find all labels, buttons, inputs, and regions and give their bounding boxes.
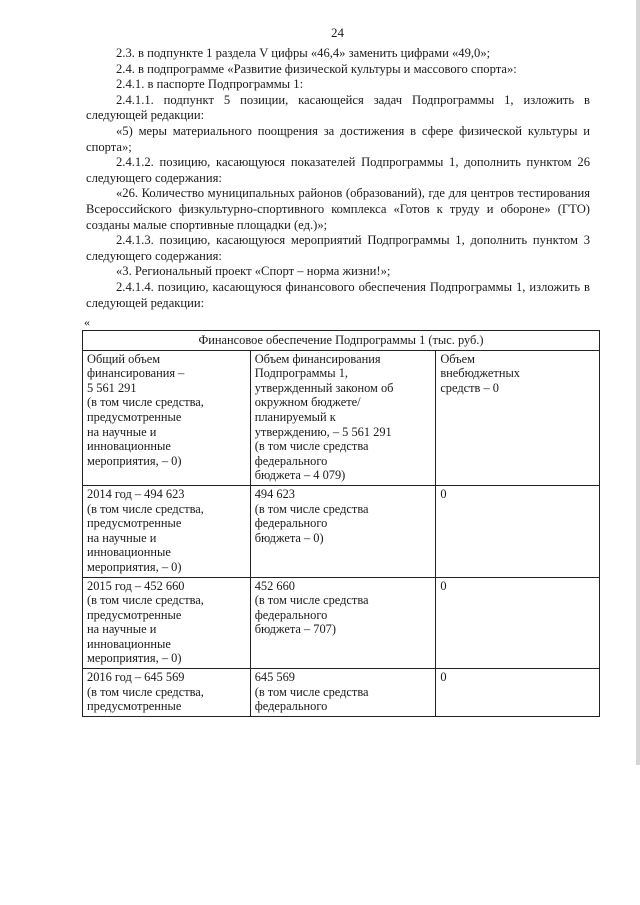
table-cell bbox=[83, 669, 251, 717]
cell-text-line: внебюджетных bbox=[440, 366, 520, 381]
cell-text-line: финансирования – bbox=[87, 366, 185, 381]
cell-text-line: мероприятия, – 0) bbox=[87, 651, 182, 666]
cell-text-line: 494 623 bbox=[254, 486, 295, 501]
cell-text-line: предусмотренные bbox=[87, 607, 182, 622]
page-number: 24 bbox=[331, 25, 344, 40]
blank-margin bbox=[0, 765, 640, 905]
paragraph: «3. Региональный проект «Спорт – норма жизни!»; bbox=[116, 264, 391, 279]
cell-text-line: (в том числе средства, bbox=[87, 395, 204, 410]
table-cell bbox=[83, 350, 251, 485]
cell-text-line: 2016 год – 645 569 bbox=[87, 670, 185, 685]
cell-text-line: 5 561 291 bbox=[87, 380, 137, 395]
cell-text-line: (в том числе средства bbox=[254, 501, 369, 516]
paragraph: 2.4.1. в паспорте Подпрограммы 1: bbox=[116, 77, 304, 92]
cell-text-line: на научные и bbox=[87, 622, 157, 637]
paragraph: 2.4.1.4. позицию, касающуюся финансового обеспечения Подпрограммы 1, изложить в следующей редакции: bbox=[86, 279, 590, 310]
cell-text-line: бюджета – 707) bbox=[254, 622, 337, 637]
cell-text-line: 645 569 bbox=[254, 670, 295, 685]
cell-text-line: инновационные bbox=[87, 545, 171, 560]
paragraph: «26. Количество муниципальных районов (образований), где для центров тестирования Всероссийского физкультурно-спортивного комплекса «Готов к труду и обороне» (ГТО) созданы малые спортивные площадки (ед.)»; bbox=[86, 186, 590, 232]
table-row bbox=[83, 669, 600, 717]
cell-text-line: окружном бюджете/ bbox=[254, 395, 361, 410]
cell-text-line: федерального bbox=[254, 516, 328, 531]
table-cell bbox=[436, 577, 600, 669]
cell-text-line: бюджета – 4 079) bbox=[254, 468, 346, 483]
cell-text-line: предусмотренные bbox=[87, 699, 182, 714]
table-cell bbox=[250, 669, 436, 717]
page-edge-shadow bbox=[636, 0, 640, 765]
cell-text-line: мероприятия, – 0) bbox=[87, 453, 182, 468]
cell-text-line: инновационные bbox=[87, 439, 171, 454]
cell-text-line: 2014 год – 494 623 bbox=[87, 486, 185, 501]
cell-text-line: бюджета – 0) bbox=[254, 530, 324, 545]
cell-text-line: Объем финансирования bbox=[254, 351, 381, 366]
cell-text-line: утвержденный законом об bbox=[254, 380, 394, 395]
cell-text-line: средств – 0 bbox=[440, 380, 499, 395]
cell-text-line: инновационные bbox=[87, 636, 171, 651]
cell-text-line: Подпрограммы 1, bbox=[254, 366, 348, 381]
table-cell bbox=[83, 485, 251, 577]
table-header-row bbox=[83, 331, 600, 351]
cell-text-line: 0 bbox=[440, 486, 447, 501]
cell-text-line: (в том числе средства bbox=[254, 439, 369, 454]
financing-table bbox=[82, 330, 600, 717]
opening-quote-mark: « bbox=[84, 315, 90, 329]
cell-text-line: планируемый к bbox=[254, 409, 336, 424]
cell-text-line: федерального bbox=[254, 453, 328, 468]
cell-text-line: 452 660 bbox=[254, 578, 295, 593]
cell-text-line: утверждению, – 5 561 291 bbox=[254, 424, 392, 439]
cell-text-line: (в том числе средства, bbox=[87, 593, 204, 608]
table-cell bbox=[250, 577, 436, 669]
paragraph: 2.4.1.2. позицию, касающуюся показателей Подпрограммы 1, дополнить пунктом 26 следующего содержания: bbox=[86, 155, 590, 185]
cell-text-line: 0 bbox=[440, 578, 447, 593]
cell-text-line: (в том числе средства, bbox=[87, 684, 204, 699]
cell-text-line: предусмотренные bbox=[87, 516, 182, 531]
cell-text-line: предусмотренные bbox=[87, 409, 182, 424]
cell-text-line: (в том числе средства, bbox=[87, 501, 204, 516]
paragraph: 2.3. в подпункте 1 раздела V цифры «46,4» заменить цифрами «49,0»; bbox=[116, 46, 491, 60]
paragraph: 2.4.1.3. позицию, касающуюся мероприятий Подпрограммы 1, дополнить пунктом 3 следующего содержания: bbox=[86, 233, 590, 263]
table-cell bbox=[250, 350, 436, 485]
paragraph: «5) меры материального поощрения за достижения в сфере физической культуры и спорта»; bbox=[86, 123, 590, 154]
cell-text-line: 2015 год – 452 660 bbox=[87, 578, 185, 593]
cell-text-line: (в том числе средства bbox=[254, 684, 369, 699]
cell-text-line: (в том числе средства bbox=[254, 593, 369, 608]
table-row bbox=[83, 350, 600, 485]
table-row bbox=[83, 485, 600, 577]
table-cell bbox=[250, 485, 436, 577]
table-row bbox=[83, 577, 600, 669]
cell-text-line: мероприятия, – 0) bbox=[87, 559, 182, 574]
cell-text-line: Объем bbox=[440, 351, 476, 366]
cell-text-line: Общий объем bbox=[87, 351, 161, 366]
cell-text-line: на научные и bbox=[87, 424, 157, 439]
table-header: Финансовое обеспечение Подпрограммы 1 (тыс. руб.) bbox=[83, 331, 600, 351]
cell-text-line: федерального bbox=[254, 607, 328, 622]
table-cell bbox=[436, 350, 600, 485]
cell-text-line: на научные и bbox=[87, 530, 157, 545]
table-cell bbox=[436, 669, 600, 717]
document-body bbox=[86, 46, 590, 311]
table-cell bbox=[83, 577, 251, 669]
paragraph: 2.4. в подпрограмме «Развитие физической культуры и массового спорта»: bbox=[116, 61, 517, 76]
paragraph: 2.4.1.1. подпункт 5 позиции, касающейся задач Подпрограммы 1, изложить в следующей редакции: bbox=[86, 92, 590, 123]
cell-text-line: 0 bbox=[440, 670, 447, 685]
cell-text-line: федерального bbox=[254, 699, 328, 714]
table-cell bbox=[436, 485, 600, 577]
